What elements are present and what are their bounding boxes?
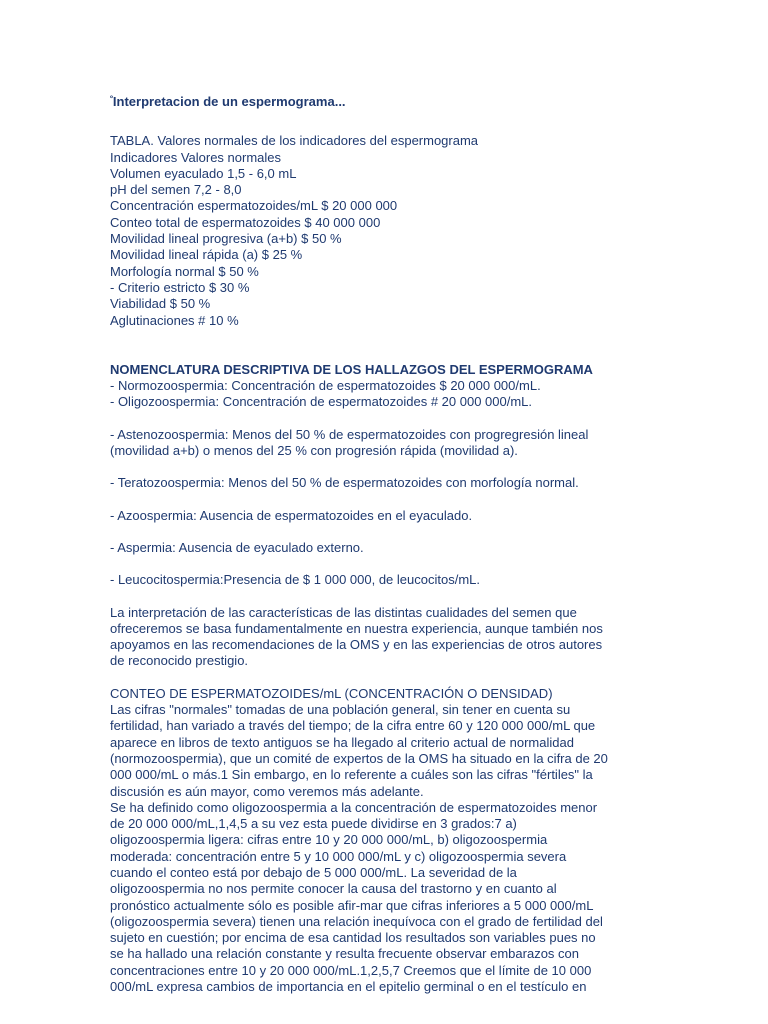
table-line: - Criterio estricto $ 30 %: [110, 279, 250, 295]
paragraph-line: fertilidad, han variado a través del tiempo; de la cifra entre 60 y 120 000 000/mL que: [110, 718, 596, 734]
paragraph-line: apoyamos en las recomendaciones de la OMS y en las experiencias de otros autores: [110, 637, 603, 653]
paragraph-line: oligozoospermia no nos permite conocer la causa del trastorno y en cuanto al: [110, 881, 557, 897]
title-text: Interpretacion de un espermograma...: [112, 94, 346, 109]
paragraph-line: La interpretación de las características de las distintas cualidades del semen que: [110, 604, 577, 620]
paragraph-line: 000 000/mL o más.1 Sin embargo, en lo referente a cuáles son las cifras "fértiles" la: [110, 767, 593, 783]
nomenclature-block: [110, 572, 670, 588]
paragraph-line: 000/mL expresa cambios de importancia en el epitelio germinal o en el testículo en: [110, 979, 587, 995]
paragraph-line: Las cifras "normales" tomadas de una población general, sin tener en cuenta su: [110, 702, 571, 718]
nomenclature-item: - Astenozoospermia: Menos del 50 % de espermatozoides con progregresión lineal: [110, 426, 589, 442]
table-line: pH del semen 7,2 - 8,0: [110, 182, 242, 198]
table-line: Movilidad lineal rápida (a) $ 25 %: [110, 247, 303, 263]
table-line: Indicadores Valores normales: [110, 149, 282, 165]
nomenclature-item: - Teratozoospermia: Menos del 50 % de espermatozoides con morfología normal.: [110, 475, 579, 491]
table-line: Movilidad lineal progresiva (a+b) $ 50 %: [110, 231, 342, 247]
paragraph-line: de 20 000 000/mL,1,4,5 a su vez esta puede dividirse en 3 grados:7 a): [110, 816, 517, 832]
nomenclature-block: [110, 540, 670, 556]
paragraph-line: moderada: concentración entre 5 y 10 000 000/mL y c) oligozoospermia severa: [110, 848, 567, 864]
nomenclature-block: [110, 508, 670, 524]
paragraph-line: Se ha definido como oligozoospermia a la concentración de espermatozoides menor: [110, 799, 598, 815]
nomenclature-block: [110, 427, 670, 460]
paragraph-line: cuando el conteo está por debajo de 5 000 000/mL. La severidad de la: [110, 864, 517, 880]
nomenclature-item: - Aspermia: Ausencia de eyaculado externo.: [110, 539, 364, 555]
paragraph-line: se ha hallado una relación constante y resulta frecuente observar embarazos con: [110, 946, 580, 962]
table-line: Morfología normal $ 50 %: [110, 263, 259, 279]
conteo-section: [110, 686, 670, 996]
paragraph-line: oligozoospermia ligera: cifras entre 10 y 20 000 000/mL, b) oligozoospermia: [110, 832, 548, 848]
nomenclature-block: [110, 475, 670, 491]
paragraph-line: pronóstico actualmente sólo es posible afir-mar que cifras inferiores a 5 000 000/mL: [110, 897, 594, 913]
nomenclature-item: - Oligozoospermia: Concentración de espermatozoides # 20 000 000/mL.: [110, 394, 533, 410]
normal-values-table: [110, 133, 670, 329]
paragraph-line: (normozoospermia), que un comité de expertos de la OMS ha situado en la cifra de 20: [110, 750, 608, 766]
table-line: Volumen eyaculado 1,5 - 6,0 mL: [110, 165, 297, 181]
nomenclature-item: - Leucocitospermia:Presencia de $ 1 000 000, de leucocitos/mL.: [110, 572, 480, 588]
paragraph-line: ofreceremos se basa fundamentalmente en nuestra experiencia, aunque también nos: [110, 620, 603, 636]
table-line: TABLA. Valores normales de los indicadores del espermograma: [110, 133, 479, 149]
paragraph-line: discusión es aún mayor, como veremos más adelante.: [110, 783, 424, 799]
nomenclature-section: [110, 362, 670, 589]
nomenclature-item: (movilidad a+b) o menos del 25 % con progresión rápida (movilidad a).: [110, 443, 518, 459]
title-superscript: º: [110, 94, 113, 103]
document-title: [110, 91, 670, 110]
paragraph-line: aparece en libros de texto antiguos se ha llegado al criterio actual de normalidad: [110, 734, 574, 750]
conteo-heading: CONTEO DE ESPERMATOZOIDES/mL (CONCENTRACIÓN O DENSIDAD): [110, 685, 553, 701]
table-line: Viabilidad $ 50 %: [110, 296, 211, 312]
nomenclature-heading: NOMENCLATURA DESCRIPTIVA DE LOS HALLAZGOS DEL ESPERMOGRAMA: [110, 361, 593, 377]
paragraph-line: concentraciones entre 10 y 20 000 000/mL.1,2,5,7 Creemos que el límite de 10 000: [110, 962, 592, 978]
table-line: Concentración espermatozoides/mL $ 20 000 000: [110, 198, 398, 214]
document-page: [110, 91, 670, 995]
paragraph-line: de reconocido prestigio.: [110, 653, 249, 669]
intro-paragraph: [110, 605, 670, 670]
nomenclature-item: - Normozoospermia: Concentración de espermatozoides $ 20 000 000/mL.: [110, 378, 541, 394]
paragraph-line: (oligozoospermia severa) tienen una relación inequívoca con el grado de fertilidad del: [110, 913, 603, 929]
table-line: Conteo total de espermatozoides $ 40 000 000: [110, 214, 381, 230]
paragraph-line: sujeto en cuestión; por encima de esa cantidad los resultados son variables pues no: [110, 930, 596, 946]
table-line: Aglutinaciones # 10 %: [110, 312, 239, 328]
nomenclature-item: - Azoospermia: Ausencia de espermatozoides en el eyaculado.: [110, 507, 473, 523]
